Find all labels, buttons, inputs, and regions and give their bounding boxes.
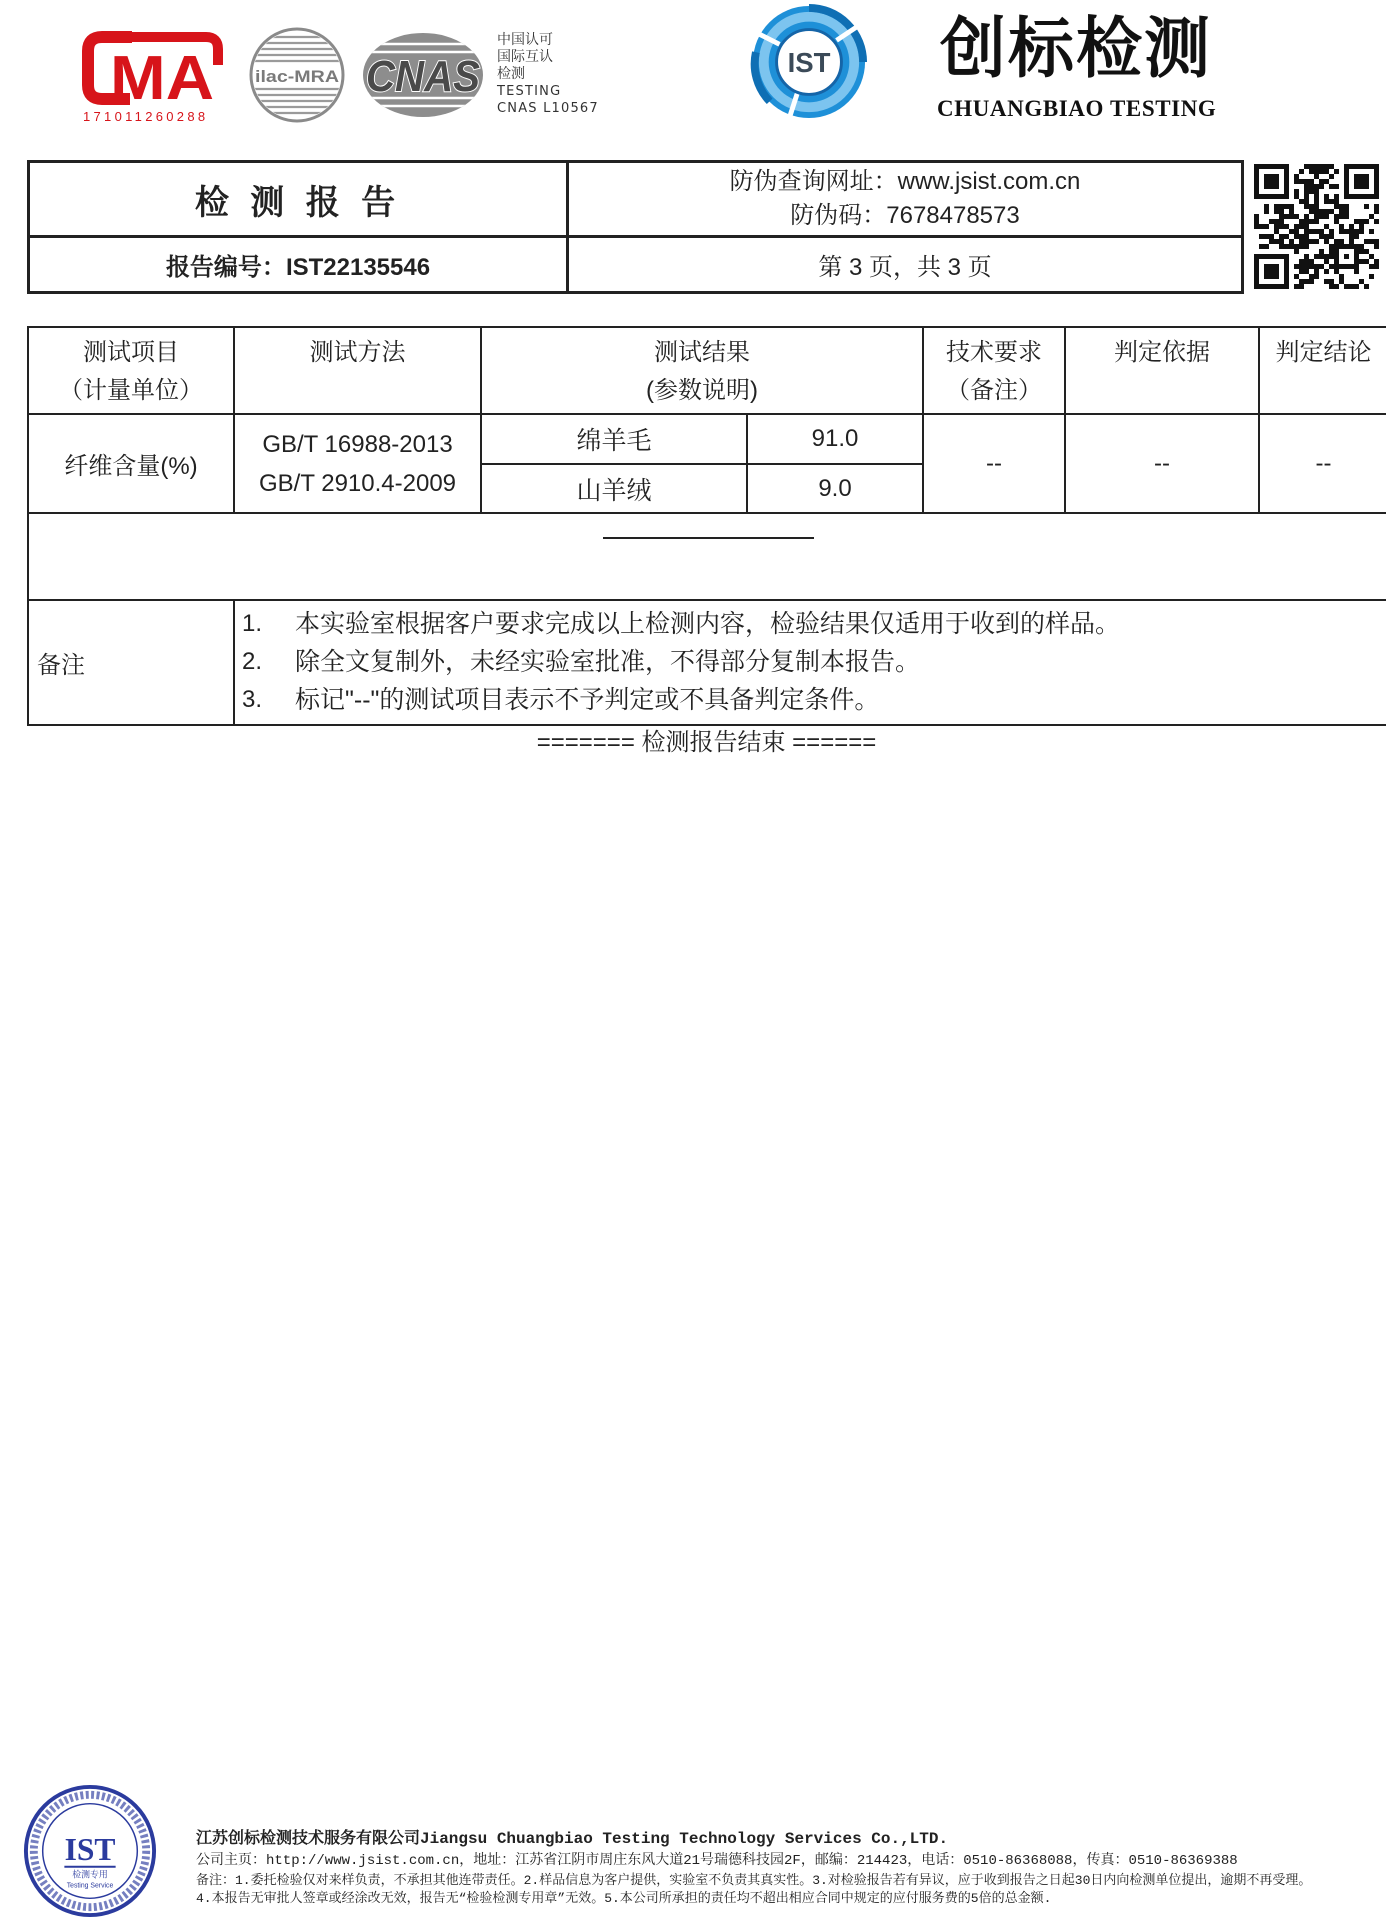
report-title-cell (30, 163, 569, 238)
cma-logo (80, 27, 226, 109)
remark-text: 标记"--"的测试项目表示不予判定或不具备判定条件。 (295, 686, 880, 714)
footer-notes-line: 备注：1.委托检验仅对来样负责，不承担其他连带责任。2.样品信息为客户提供，实验室不负责其真实性。3.对检验报告若有异议，应于收到报告之日起30日内向检测单位提出，逾期不再受理。 (196, 1873, 1312, 1888)
ist-logo (749, 3, 869, 121)
table-header-row (28, 327, 1386, 414)
remark-text: 本实验室根据客户要求完成以上检测内容，检验结果仅适用于收到的样品。 (295, 610, 1121, 638)
header-line: 技术要求 (946, 339, 1043, 366)
report-number-value: IST22135546 (285, 254, 431, 281)
header-line: (参数说明) (646, 377, 758, 404)
requirement-cell: -- (923, 414, 1065, 513)
cnas-logo-text: CNAS (366, 52, 480, 101)
header-line: 测试项目 (83, 339, 179, 366)
qr-code (1253, 163, 1380, 290)
header-requirement (923, 327, 1065, 414)
remark-item (242, 681, 1386, 719)
verify-url-label: 防伪查询网址： (729, 168, 898, 195)
blank-cell (28, 513, 1386, 600)
header-line: （计量单位） (59, 377, 203, 404)
results-table (27, 326, 1386, 726)
report-title: 检 测 报 告 (194, 183, 402, 222)
report-header-box (27, 160, 1244, 294)
company-seal (20, 1782, 160, 1920)
remark-item (242, 605, 1386, 643)
header-basis (1065, 327, 1259, 414)
header-line: 测试方法 (309, 339, 406, 366)
cnas-accreditation-text (497, 32, 599, 117)
page-info-cell (569, 238, 1241, 291)
header-conclusion (1259, 327, 1386, 414)
result-value-cell: 9.0 (747, 464, 923, 513)
header-test-method (234, 327, 481, 414)
report-end-marker: ======= 检测报告结束 ====== (536, 729, 877, 756)
ilac-mra-logo (247, 25, 347, 125)
remarks-cell (234, 600, 1386, 725)
svg-text:MA: MA (110, 44, 214, 109)
remark-item (242, 643, 1386, 681)
footer-contact-line: 公司主页：http://www.jsist.com.cn，地址：江苏省江阴市周庄东风大道21号瑞德科技园2F，邮编：214423，电话：0510-86368088，传真：0510-86369388 (196, 1853, 1238, 1869)
result-name-cell: 山羊绒 (481, 464, 747, 513)
remarks-label: 备注 (28, 600, 234, 725)
company-name-cn: 创标检测 (940, 13, 1212, 86)
cnas-line: TESTING (497, 84, 562, 99)
table-row (28, 414, 1386, 464)
company-name-en: CHUANGBIAO TESTING (937, 96, 1217, 121)
cnas-line: 国际互认 (497, 49, 553, 65)
blank-row-divider (603, 537, 814, 539)
verify-code: 7678478573 (886, 202, 1020, 229)
cnas-line: 中国认可 (497, 32, 553, 48)
report-number-cell (30, 238, 569, 291)
cma-cert-number: 171011260288 (83, 109, 209, 124)
report-number-label: 报告编号： (165, 254, 286, 281)
remark-number: 2. (242, 648, 263, 675)
verify-code-label: 防伪码： (790, 202, 887, 229)
conclusion-cell: -- (1259, 414, 1386, 513)
verification-cell (569, 163, 1241, 238)
header-line: 测试结果 (654, 339, 750, 366)
report-number (166, 247, 430, 282)
test-method: GB/T 2910.4-2009 (258, 469, 457, 497)
test-item-cell: 纤维含量(%) (28, 414, 234, 513)
cnas-logo (360, 30, 486, 120)
test-method-cell (234, 414, 481, 513)
header-line: 判定结论 (1275, 339, 1372, 366)
header-line: （备注） (946, 377, 1043, 404)
seal-subtitle-en: Testing Service (66, 1882, 114, 1890)
verify-code-line (790, 199, 1019, 233)
ist-logo-text: IST (787, 46, 831, 78)
footer-company-line: 江苏创标检测技术服务有限公司Jiangsu Chuangbiao Testing Technology Services Co.,LTD. (196, 1830, 949, 1848)
verify-url: www.jsist.com.cn (897, 168, 1081, 195)
test-method: GB/T 16988-2013 (262, 430, 453, 458)
cnas-line: CNAS L10567 (497, 101, 599, 116)
page-info: 第 3 页，共 3 页 (818, 254, 992, 281)
verify-url-line (730, 165, 1081, 199)
header-line: 判定依据 (1114, 339, 1211, 366)
cnas-line: 检测 (497, 66, 525, 82)
blank-row (28, 513, 1386, 600)
remark-number: 1. (242, 610, 263, 637)
result-value-cell: 91.0 (747, 414, 923, 464)
footer-notes-line: 4.本报告无审批人签章或经涂改无效，报告无“检验检测专用章”无效。5.本公司所承担的责任均不超出相应合同中规定的应付服务费的5倍的总金额. (196, 1891, 1052, 1906)
remark-text: 除全文复制外，未经实验室批准，不得部分复制本报告。 (295, 648, 921, 676)
seal-text: IST (64, 1831, 116, 1867)
remarks-row (28, 600, 1386, 725)
result-name-cell: 绵羊毛 (481, 414, 747, 464)
header-test-result (481, 327, 923, 414)
remark-number: 3. (242, 686, 263, 713)
basis-cell: -- (1065, 414, 1259, 513)
seal-subtitle: 检测专用 (72, 1869, 108, 1880)
header-test-item (28, 327, 234, 414)
ilac-mra-text: ilac-MRA (255, 67, 339, 86)
